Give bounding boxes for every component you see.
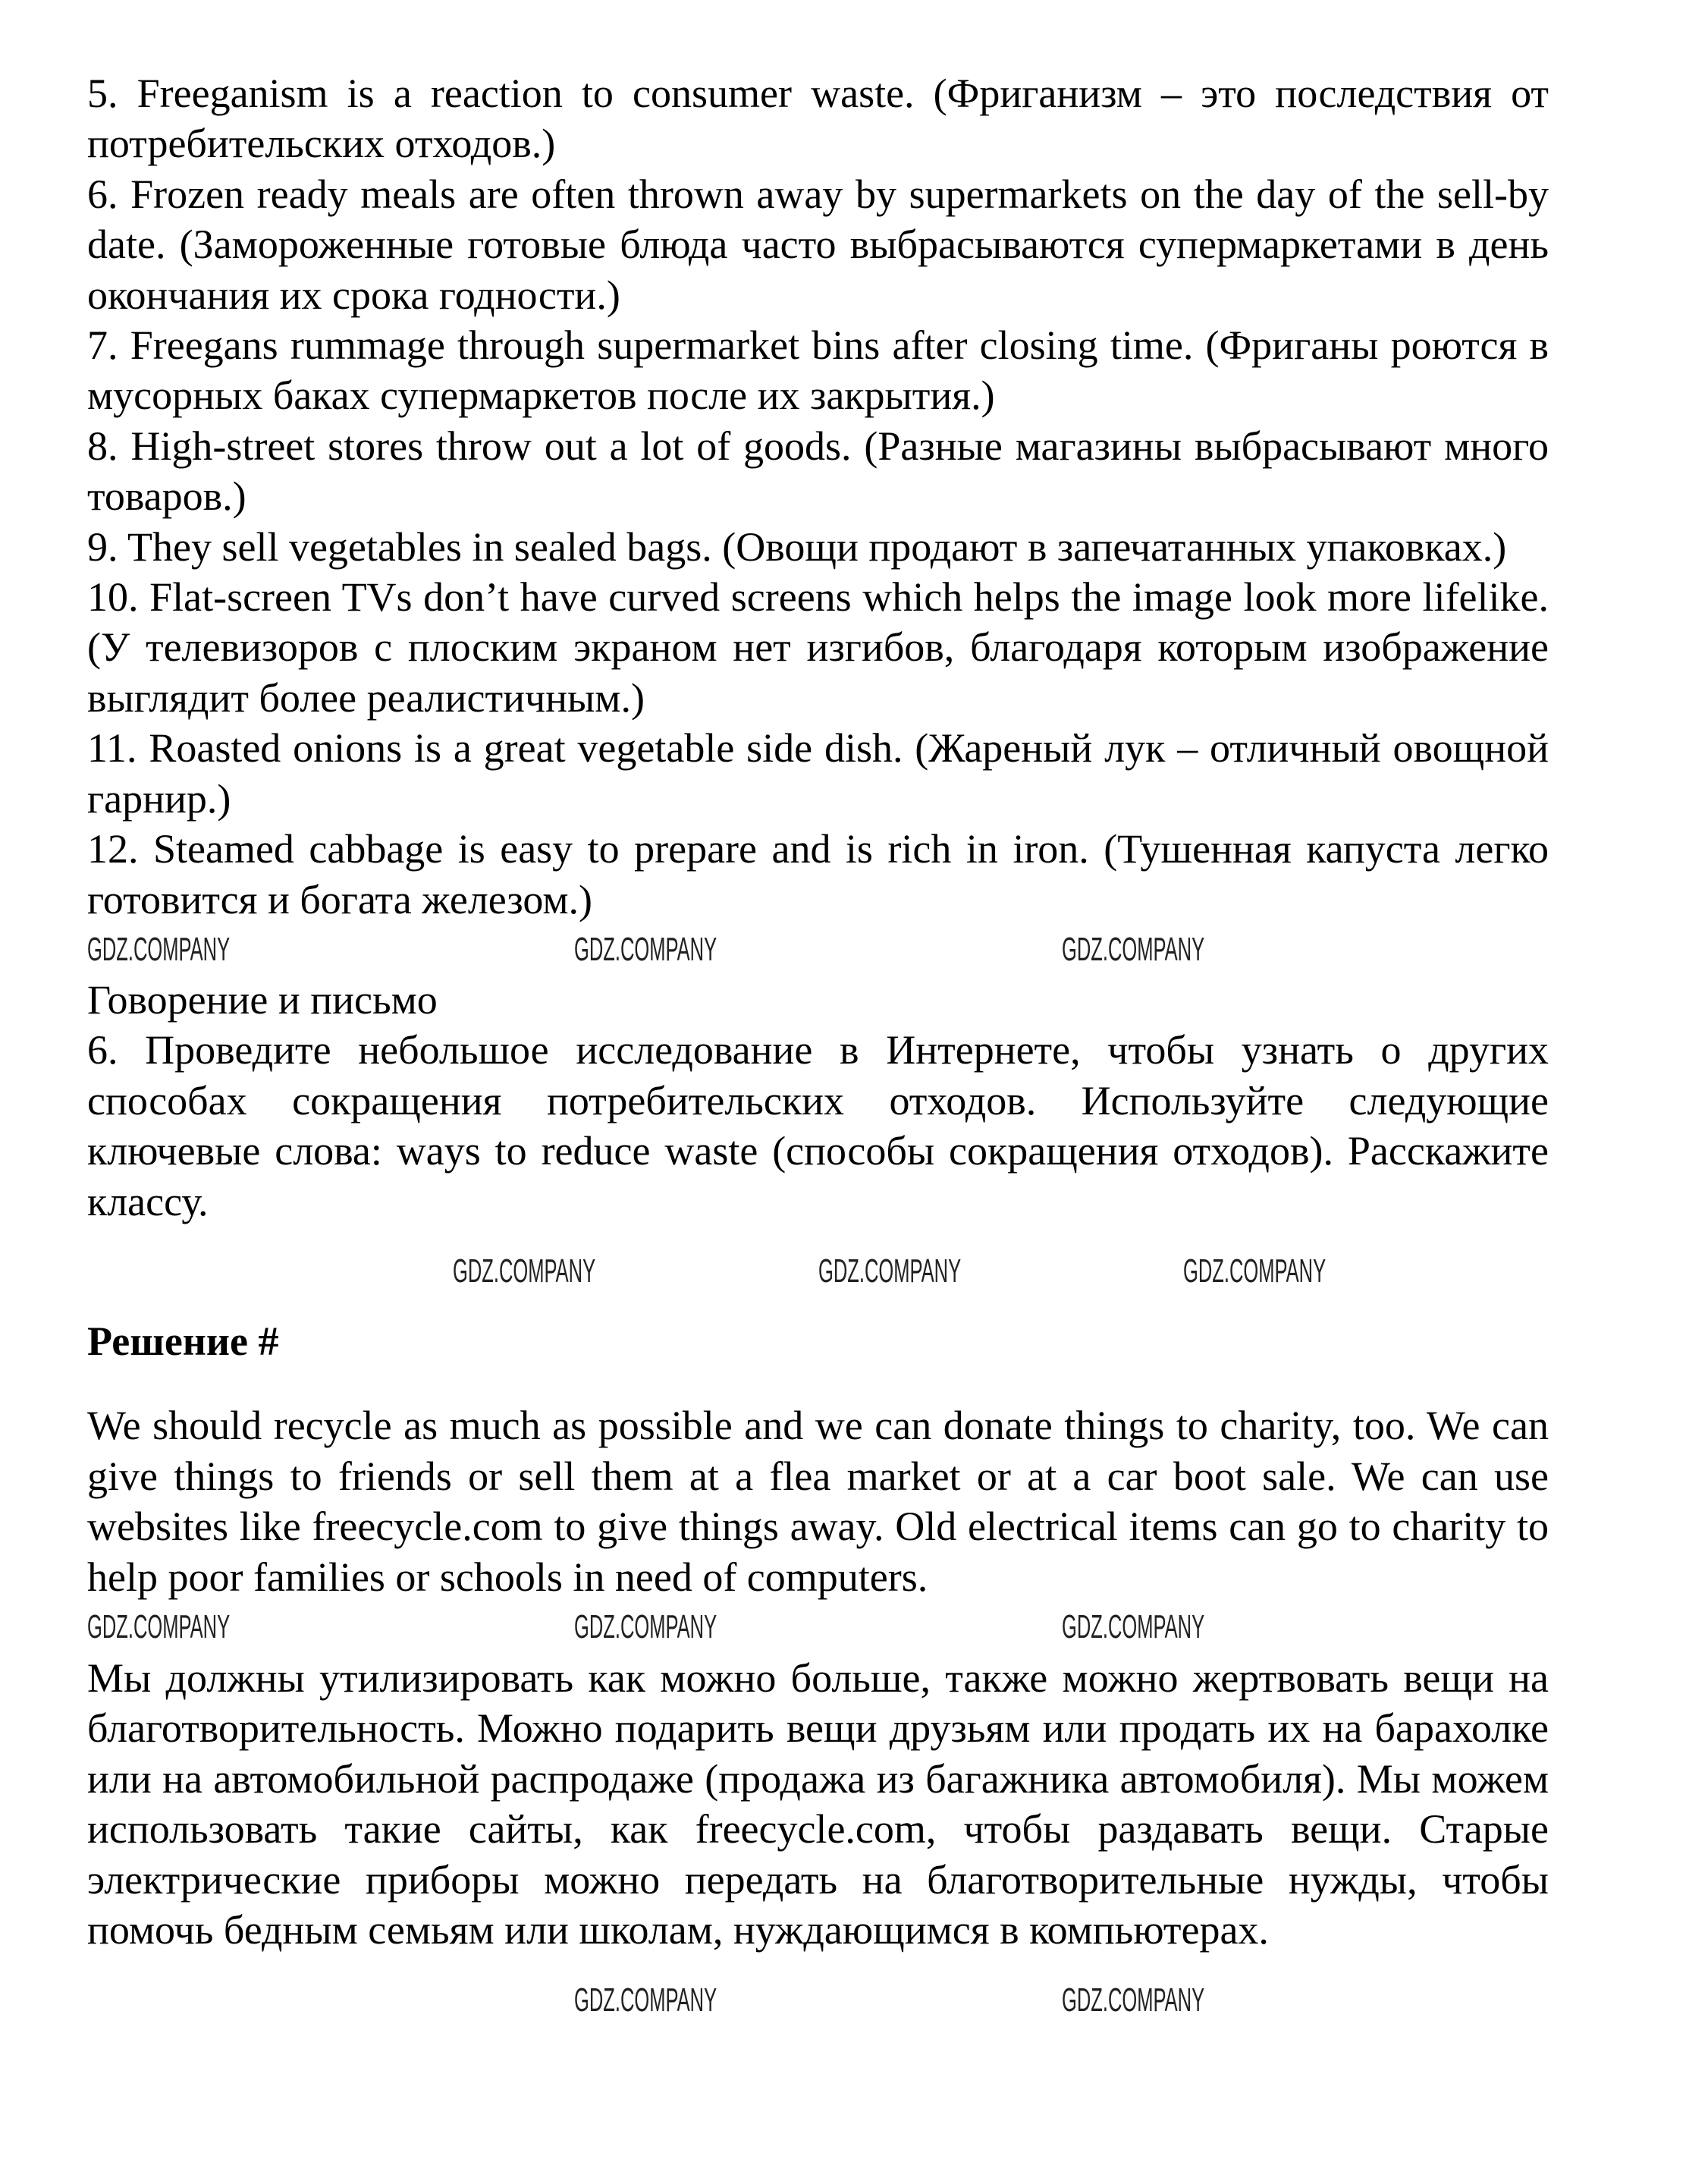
watermark: GDZ.COMPANY (87, 1608, 231, 1646)
watermark-row (87, 1955, 1549, 2046)
speaking-writing-section (87, 975, 1549, 1227)
watermark: GDZ.COMPANY (1183, 1252, 1327, 1290)
watermark-row (87, 1602, 1549, 1653)
watermark: GDZ.COMPANY (87, 930, 231, 968)
exercise-item: 11. Roasted onions is a great vegetable side dish. (Жареный лук – отличный овощной гарнир.) (87, 725, 1549, 822)
watermark: GDZ.COMPANY (574, 1981, 717, 2019)
watermark: GDZ.COMPANY (818, 1252, 961, 1290)
exercise-item: 12. Steamed cabbage is easy to prepare and is rich in iron. (Тушенная капуста легко готовится и богата железом.) (87, 826, 1549, 922)
exercise-item: 5. Freeganism is a reaction to consumer waste. (Фриганизм – это последствия от потребительских отходов.) (87, 71, 1549, 167)
watermark-row (87, 925, 1549, 975)
watermark: GDZ.COMPANY (1061, 1981, 1204, 2019)
spacer (87, 1366, 1549, 1400)
exercise-item: 7. Freegans rummage through supermarket bins after closing time. (Фриганы роются в мусорных баках супермаркетов после их закрытия.) (87, 322, 1549, 419)
exercise-item: 9. They sell vegetables in sealed bags. (Овощи продают в запечатанных упаковках.) (87, 523, 1507, 570)
exercise-item: 10. Flat-screen TVs don’t have curved screens which helps the image look more lifelike. (У телевизоров с плоским экраном нет изгибов, благодаря которым изображение выглядит более реалистичным.) (87, 574, 1549, 721)
exercise-item: 8. High-street stores throw out a lot of goods. (Разные магазины выбрасывают много товаров.) (87, 423, 1549, 520)
watermark: GDZ.COMPANY (1061, 1608, 1204, 1646)
watermark: GDZ.COMPANY (574, 1608, 717, 1646)
section-task: 6. Проведите небольшое исследование в Интернете, чтобы узнать о других способах сокращения потребительских отходов. Используйте следующие ключевые слова: ways to reduce waste (способы сокращения отходов). Расскажите классу. (87, 1027, 1549, 1224)
exercise-item: 6. Frozen ready meals are often thrown away by supermarkets on the day of the sell-by date. (Замороженные готовые блюда часто выбрасываются супермаркетами в день окончания их срока годности.) (87, 171, 1549, 318)
watermark: GDZ.COMPANY (1061, 930, 1204, 968)
watermark: GDZ.COMPANY (574, 930, 717, 968)
section-title: Говорение и письмо (87, 976, 438, 1023)
solution-english: We should recycle as much as possible and we can donate things to charity, too. We can give things to friends or sell them at a flea market or at a car boot sale. We can use websites like freecycle.com to give things away. Old electrical items can go to charity to help poor families or schools in need of computers. (87, 1403, 1549, 1600)
solution-heading: Решение # (87, 1318, 279, 1364)
watermark-row (87, 1227, 1549, 1316)
document-page (87, 0, 1549, 2046)
watermark: GDZ.COMPANY (452, 1252, 595, 1290)
exercise-items (87, 68, 1549, 925)
solution-russian: Мы должны утилизировать как можно больше, также можно жертвовать вещи на благотворительность. Можно подарить вещи друзьям или продать их на барахолке или на автомобильной распродаже (продажа из багажника автомобиля). Мы можем использовать такие сайты, как freecycle.com, чтобы раздавать вещи. Старые электрические приборы можно передать на благотворительные нужды, чтобы помочь бедным семьям или школам, нуждающимся в компьютерах. (87, 1654, 1549, 1953)
